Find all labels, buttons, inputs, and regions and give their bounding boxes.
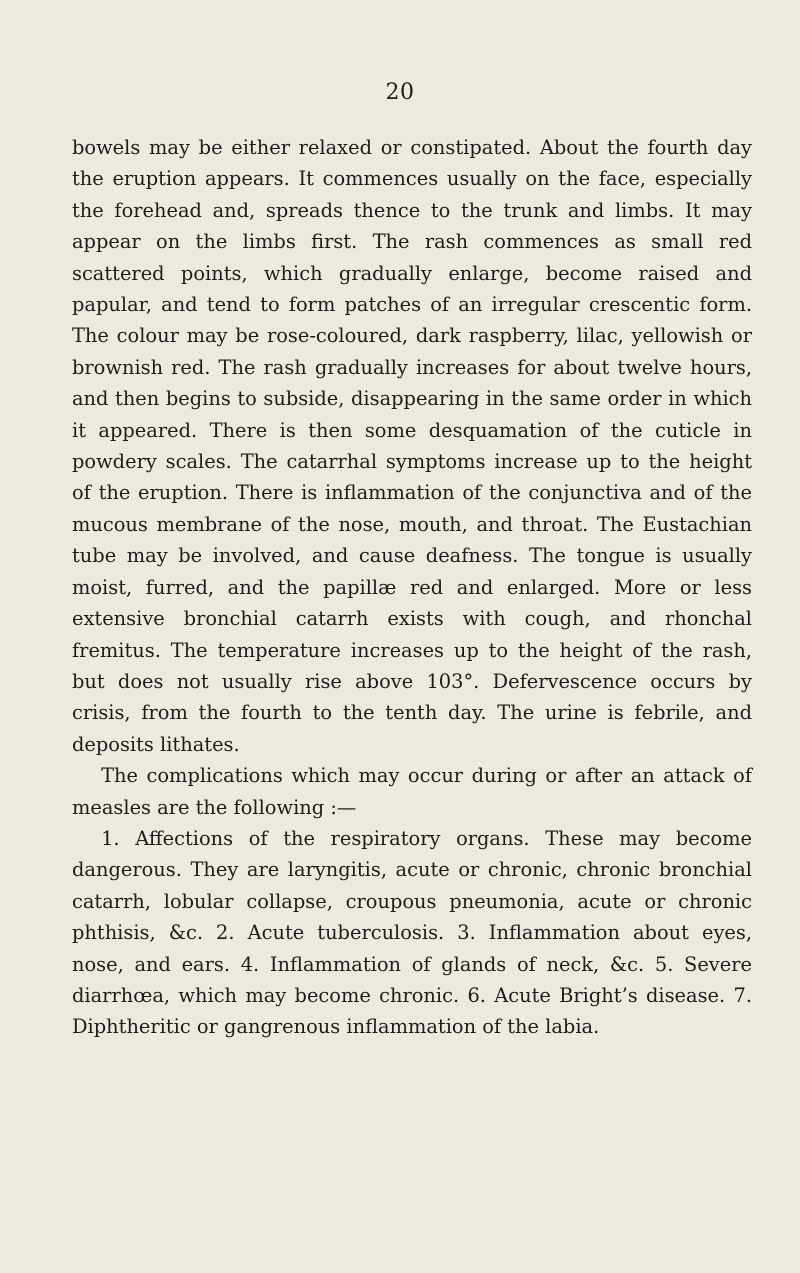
paragraph-complications-list: 1. Affections of the respiratory organs. These may become dangerous. They are laryngitis, acute or chronic, chronic bronchial catarrh, lobular collapse, croupous pneumonia, acute or chronic phthisis, &c. 2. Acute tuberculosis. 3. Inflammation about eyes, nose, and ears. 4. Inflammation of glands of neck, &c. 5. Severe diarrhœa, which may become chronic. 6. Acute Bright’s disease. 7. Diphtheritic or gangrenous inflammation of the labia. [72, 826, 752, 1039]
paragraph-complications-intro: The complications which may occur during or after an attack of measles are the following :— [72, 764, 752, 819]
body-text [72, 132, 752, 1043]
paragraph-symptoms: bowels may be either relaxed or constipated. About the fourth day the eruption appears. It commences usually on the face, especially the forehead and, spreads thence to the trunk and limbs. It may appear on the limbs first. The rash commences as small red scattered points, which gradually enlarge, become raised and papular, and tend to form patches of an irregular crescentic form. The colour may be rose-coloured, dark raspberry, lilac, yellowish or brownish red. The rash gradually increases for about twelve hours, and then begins to subside, disappearing in the same order in which it appeared. There is then some desquamation of the cuticle in powdery scales. The catarrhal symptoms increase up to the height of the eruption. There is inflammation of the conjunctiva and of the mucous membrane of the nose, mouth, and throat. The Eustachian tube may be involved, and cause deafness. The tongue is usually moist, furred, and the papillæ red and enlarged. More or less extensive bronchial catarrh exists with cough, and rhonchal fremitus. The temperature increases up to the height of the rash, but does not usually rise above 103°. Defervescence occurs by crisis, from the fourth to the tenth day. The urine is febrile, and deposits lithates. [72, 136, 752, 756]
page-number: 20 [385, 80, 415, 105]
